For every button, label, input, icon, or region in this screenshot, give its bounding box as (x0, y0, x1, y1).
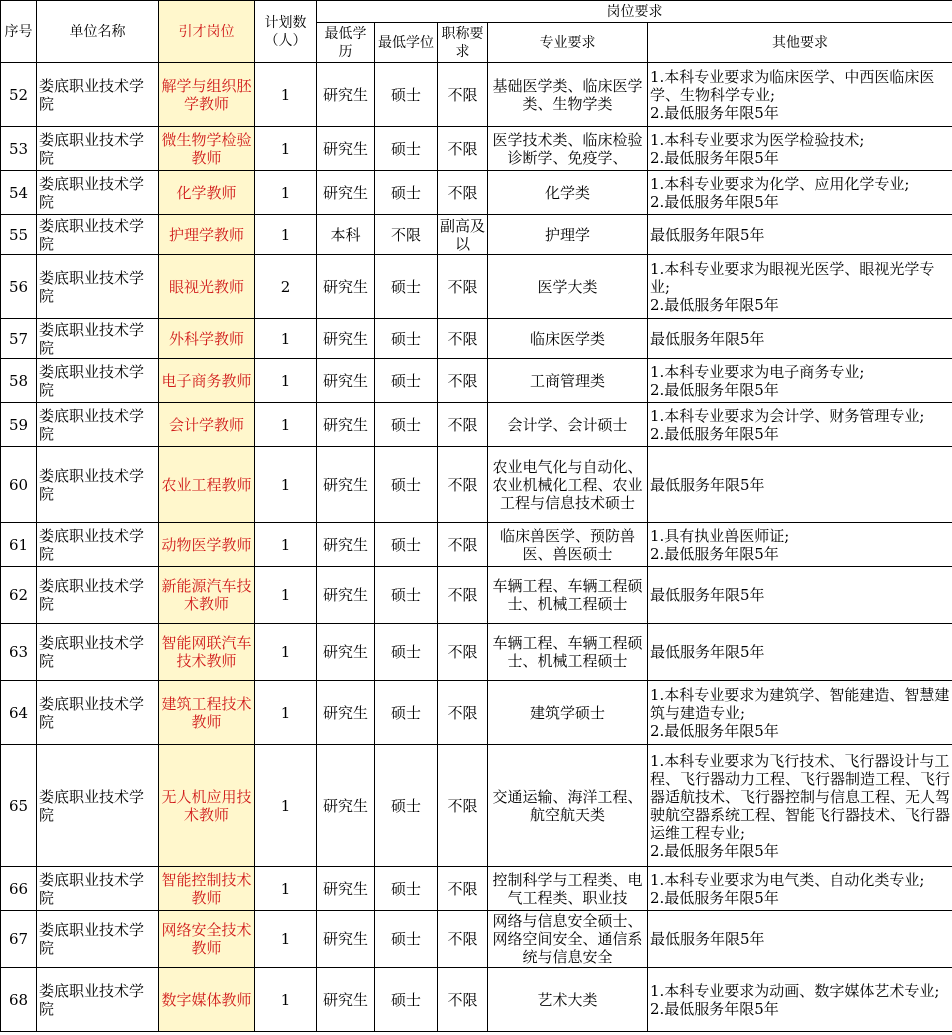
row-title: 不限 (438, 359, 488, 403)
row-seq: 61 (1, 523, 37, 567)
table-row (1, 255, 952, 319)
row-major: 控制科学与工程类、电气工程类、职业技 (488, 867, 648, 911)
row-other (648, 523, 952, 567)
row-major: 医学技术类、临床检验诊断学、免疫学、 (488, 127, 648, 171)
row-major: 建筑学硕士 (488, 681, 648, 745)
requirement-line: 1.本科专业要求为电气类、自动化类专业; (650, 870, 925, 889)
row-other (648, 319, 952, 359)
row-unit: 娄底职业技术学院 (37, 215, 159, 255)
row-major: 车辆工程、车辆工程硕士、机械工程硕士 (488, 624, 648, 681)
row-major: 临床兽医学、预防兽医、兽医硕士 (488, 523, 648, 567)
row-edu: 研究生 (317, 867, 375, 911)
requirement-line: 最低服务年限5年 (650, 643, 765, 661)
table-row (1, 403, 952, 447)
row-seq: 63 (1, 624, 37, 681)
row-major: 护理学 (488, 215, 648, 255)
row-unit: 娄底职业技术学院 (37, 624, 159, 681)
row-other (648, 624, 952, 681)
requirement-line: 1.本科专业要求为飞行技术、飞行器设计与工程、飞行器动力工程、飞行器制造工程、飞行器适航技术、飞行器控制与信息工程、无人驾驶航空器系统工程、智能飞行器技术、飞行器运维工程专业; (650, 751, 951, 842)
row-plan: 2 (255, 255, 317, 319)
requirement-line: 2.最低服务年限5年 (650, 192, 779, 211)
header-title: 职称要求 (438, 23, 488, 63)
row-title: 不限 (438, 63, 488, 127)
row-post: 新能源汽车技术教师 (159, 567, 255, 624)
requirement-line: 2.最低服务年限5年 (650, 841, 779, 860)
row-major: 车辆工程、车辆工程硕士、机械工程硕士 (488, 567, 648, 624)
row-unit: 娄底职业技术学院 (37, 523, 159, 567)
row-plan: 1 (255, 447, 317, 523)
row-degree: 硕士 (375, 968, 438, 1032)
header-other: 其他要求 (648, 23, 952, 63)
row-post: 动物医学教师 (159, 523, 255, 567)
table-row (1, 911, 952, 968)
row-plan: 1 (255, 624, 317, 681)
row-post: 眼视光教师 (159, 255, 255, 319)
row-title: 不限 (438, 255, 488, 319)
row-plan: 1 (255, 745, 317, 867)
table-row (1, 447, 952, 523)
row-title: 不限 (438, 403, 488, 447)
requirement-line: 1.本科专业要求为会计学、财务管理专业; (650, 406, 925, 425)
row-other (648, 745, 952, 867)
requirement-line: 1.具有执业兽医师证; (650, 526, 790, 545)
row-major: 会计学、会计硕士 (488, 403, 648, 447)
table-row (1, 624, 952, 681)
row-other (648, 255, 952, 319)
requirement-line: 2.最低服务年限5年 (650, 721, 779, 740)
table-row (1, 681, 952, 745)
row-unit: 娄底职业技术学院 (37, 911, 159, 968)
requirement-line: 最低服务年限5年 (650, 930, 765, 948)
table-row (1, 523, 952, 567)
requirement-line: 2.最低服务年限5年 (650, 424, 779, 443)
row-post: 智能控制技术教师 (159, 867, 255, 911)
row-edu: 研究生 (317, 911, 375, 968)
row-edu: 研究生 (317, 523, 375, 567)
row-plan: 1 (255, 63, 317, 127)
requirement-line: 最低服务年限5年 (650, 475, 765, 494)
row-seq: 54 (1, 171, 37, 215)
row-other (648, 681, 952, 745)
row-edu: 研究生 (317, 745, 375, 867)
row-title: 不限 (438, 624, 488, 681)
row-title: 不限 (438, 567, 488, 624)
row-edu: 研究生 (317, 403, 375, 447)
row-other (648, 567, 952, 624)
row-seq: 57 (1, 319, 37, 359)
row-other (648, 127, 952, 171)
row-unit: 娄底职业技术学院 (37, 255, 159, 319)
row-unit: 娄底职业技术学院 (37, 447, 159, 523)
row-post: 微生物学检验教师 (159, 127, 255, 171)
row-major: 临床医学类 (488, 319, 648, 359)
row-degree: 硕士 (375, 681, 438, 745)
requirement-line: 2.最低服务年限5年 (650, 148, 779, 167)
row-unit: 娄底职业技术学院 (37, 968, 159, 1032)
row-degree: 硕士 (375, 567, 438, 624)
row-post: 护理学教师 (159, 215, 255, 255)
row-major: 医学大类 (488, 255, 648, 319)
row-edu: 本科 (317, 215, 375, 255)
row-post: 网络安全技术教师 (159, 911, 255, 968)
row-seq: 56 (1, 255, 37, 319)
row-seq: 65 (1, 745, 37, 867)
requirement-line: 1.本科专业要求为建筑学、智能建造、智慧建筑与建造专业; (650, 685, 950, 722)
row-seq: 64 (1, 681, 37, 745)
requirement-line: 1.本科专业要求为化学、应用化学专业; (650, 174, 910, 193)
row-unit: 娄底职业技术学院 (37, 319, 159, 359)
row-degree: 硕士 (375, 255, 438, 319)
row-degree: 硕士 (375, 911, 438, 968)
row-seq: 58 (1, 359, 37, 403)
table-row (1, 63, 952, 127)
row-post: 农业工程教师 (159, 447, 255, 523)
row-degree: 硕士 (375, 447, 438, 523)
row-degree: 不限 (375, 215, 438, 255)
row-major: 交通运输、海洋工程、航空航天类 (488, 745, 648, 867)
row-other (648, 968, 952, 1032)
row-other (648, 911, 952, 968)
row-degree: 硕士 (375, 127, 438, 171)
row-unit: 娄底职业技术学院 (37, 567, 159, 624)
requirement-line: 2.最低服务年限5年 (650, 999, 779, 1018)
header-edu: 最低学历 (317, 23, 375, 63)
row-edu: 研究生 (317, 255, 375, 319)
row-plan: 1 (255, 359, 317, 403)
row-edu: 研究生 (317, 359, 375, 403)
row-unit: 娄底职业技术学院 (37, 63, 159, 127)
requirement-line: 最低服务年限5年 (650, 586, 765, 604)
row-other (648, 447, 952, 523)
row-edu: 研究生 (317, 447, 375, 523)
requirement-line: 1.本科专业要求为电子商务专业; (650, 362, 865, 381)
row-post: 会计学教师 (159, 403, 255, 447)
row-title: 不限 (438, 319, 488, 359)
header-seq: 序号 (1, 1, 37, 63)
requirement-line: 1.本科专业要求为临床医学、中西医临床医学、生物科学专业; (650, 67, 935, 104)
row-edu: 研究生 (317, 681, 375, 745)
header-plan: 计划数（人） (255, 1, 317, 63)
table-header (1, 1, 952, 63)
row-plan: 1 (255, 403, 317, 447)
row-edu: 研究生 (317, 319, 375, 359)
row-plan: 1 (255, 567, 317, 624)
row-post: 数字媒体教师 (159, 968, 255, 1032)
row-major: 网络与信息安全硕士、网络空间安全、通信系统与信息安全 (488, 911, 648, 968)
table-row (1, 359, 952, 403)
row-plan: 1 (255, 215, 317, 255)
row-plan: 1 (255, 319, 317, 359)
row-edu: 研究生 (317, 171, 375, 215)
row-edu: 研究生 (317, 624, 375, 681)
row-other (648, 63, 952, 127)
row-other (648, 171, 952, 215)
row-major: 艺术大类 (488, 968, 648, 1032)
row-seq: 52 (1, 63, 37, 127)
row-unit: 娄底职业技术学院 (37, 867, 159, 911)
requirement-line: 2.最低服务年限5年 (650, 295, 779, 314)
row-post: 建筑工程技术教师 (159, 681, 255, 745)
table-row (1, 745, 952, 867)
row-degree: 硕士 (375, 359, 438, 403)
row-title: 副高及以 (438, 215, 488, 255)
row-seq: 67 (1, 911, 37, 968)
row-degree: 硕士 (375, 745, 438, 867)
row-other (648, 403, 952, 447)
row-seq: 53 (1, 127, 37, 171)
row-major: 工商管理类 (488, 359, 648, 403)
requirement-line: 1.本科专业要求为动画、数字媒体艺术专业; (650, 981, 940, 1000)
row-post: 无人机应用技术教师 (159, 745, 255, 867)
row-title: 不限 (438, 867, 488, 911)
row-major: 农业电气化与自动化、农业机械化工程、农业工程与信息技术硕士 (488, 447, 648, 523)
row-degree: 硕士 (375, 63, 438, 127)
row-major: 化学类 (488, 171, 648, 215)
row-degree: 硕士 (375, 319, 438, 359)
header-requirements: 岗位要求 (317, 1, 952, 23)
requirement-line: 1.本科专业要求为医学检验技术; (650, 130, 865, 149)
row-plan: 1 (255, 127, 317, 171)
row-other (648, 359, 952, 403)
header-unit: 单位名称 (37, 1, 159, 63)
table-row (1, 215, 952, 255)
requirement-line: 最低服务年限5年 (650, 329, 765, 348)
row-degree: 硕士 (375, 523, 438, 567)
row-plan: 1 (255, 968, 317, 1032)
table-row (1, 127, 952, 171)
row-title: 不限 (438, 171, 488, 215)
row-post: 解学与组织胚学教师 (159, 63, 255, 127)
row-unit: 娄底职业技术学院 (37, 171, 159, 215)
table-row (1, 867, 952, 911)
row-degree: 硕士 (375, 624, 438, 681)
row-title: 不限 (438, 911, 488, 968)
row-plan: 1 (255, 681, 317, 745)
requirement-line: 2.最低服务年限5年 (650, 888, 779, 907)
requirement-line: 1.本科专业要求为眼视光医学、眼视光学专业; (650, 259, 935, 296)
row-degree: 硕士 (375, 171, 438, 215)
row-title: 不限 (438, 968, 488, 1032)
row-title: 不限 (438, 681, 488, 745)
row-plan: 1 (255, 523, 317, 567)
row-seq: 60 (1, 447, 37, 523)
header-post: 引才岗位 (159, 1, 255, 63)
row-post: 电子商务教师 (159, 359, 255, 403)
row-edu: 研究生 (317, 968, 375, 1032)
row-seq: 59 (1, 403, 37, 447)
table-row (1, 968, 952, 1032)
table-row (1, 171, 952, 215)
row-degree: 硕士 (375, 403, 438, 447)
requirement-line: 2.最低服务年限5年 (650, 544, 779, 563)
row-seq: 66 (1, 867, 37, 911)
row-other (648, 215, 952, 255)
row-seq: 62 (1, 567, 37, 624)
row-unit: 娄底职业技术学院 (37, 403, 159, 447)
row-unit: 娄底职业技术学院 (37, 681, 159, 745)
row-unit: 娄底职业技术学院 (37, 745, 159, 867)
row-plan: 1 (255, 911, 317, 968)
row-unit: 娄底职业技术学院 (37, 359, 159, 403)
row-edu: 研究生 (317, 63, 375, 127)
table-body (1, 63, 952, 1032)
row-plan: 1 (255, 867, 317, 911)
row-edu: 研究生 (317, 567, 375, 624)
row-seq: 55 (1, 215, 37, 255)
row-title: 不限 (438, 523, 488, 567)
row-seq: 68 (1, 968, 37, 1032)
row-post: 化学教师 (159, 171, 255, 215)
row-title: 不限 (438, 745, 488, 867)
row-degree: 硕士 (375, 867, 438, 911)
row-title: 不限 (438, 447, 488, 523)
requirement-line: 最低服务年限5年 (650, 225, 765, 244)
requirement-line: 2.最低服务年限5年 (650, 103, 779, 122)
requirement-line: 2.最低服务年限5年 (650, 380, 779, 399)
row-plan: 1 (255, 171, 317, 215)
table-row (1, 567, 952, 624)
row-post: 外科学教师 (159, 319, 255, 359)
row-title: 不限 (438, 127, 488, 171)
row-post: 智能网联汽车技术教师 (159, 624, 255, 681)
table-row (1, 319, 952, 359)
row-edu: 研究生 (317, 127, 375, 171)
header-degree: 最低学位 (375, 23, 438, 63)
row-unit: 娄底职业技术学院 (37, 127, 159, 171)
header-major: 专业要求 (488, 23, 648, 63)
row-other (648, 867, 952, 911)
row-major: 基础医学类、临床医学类、生物学类 (488, 63, 648, 127)
